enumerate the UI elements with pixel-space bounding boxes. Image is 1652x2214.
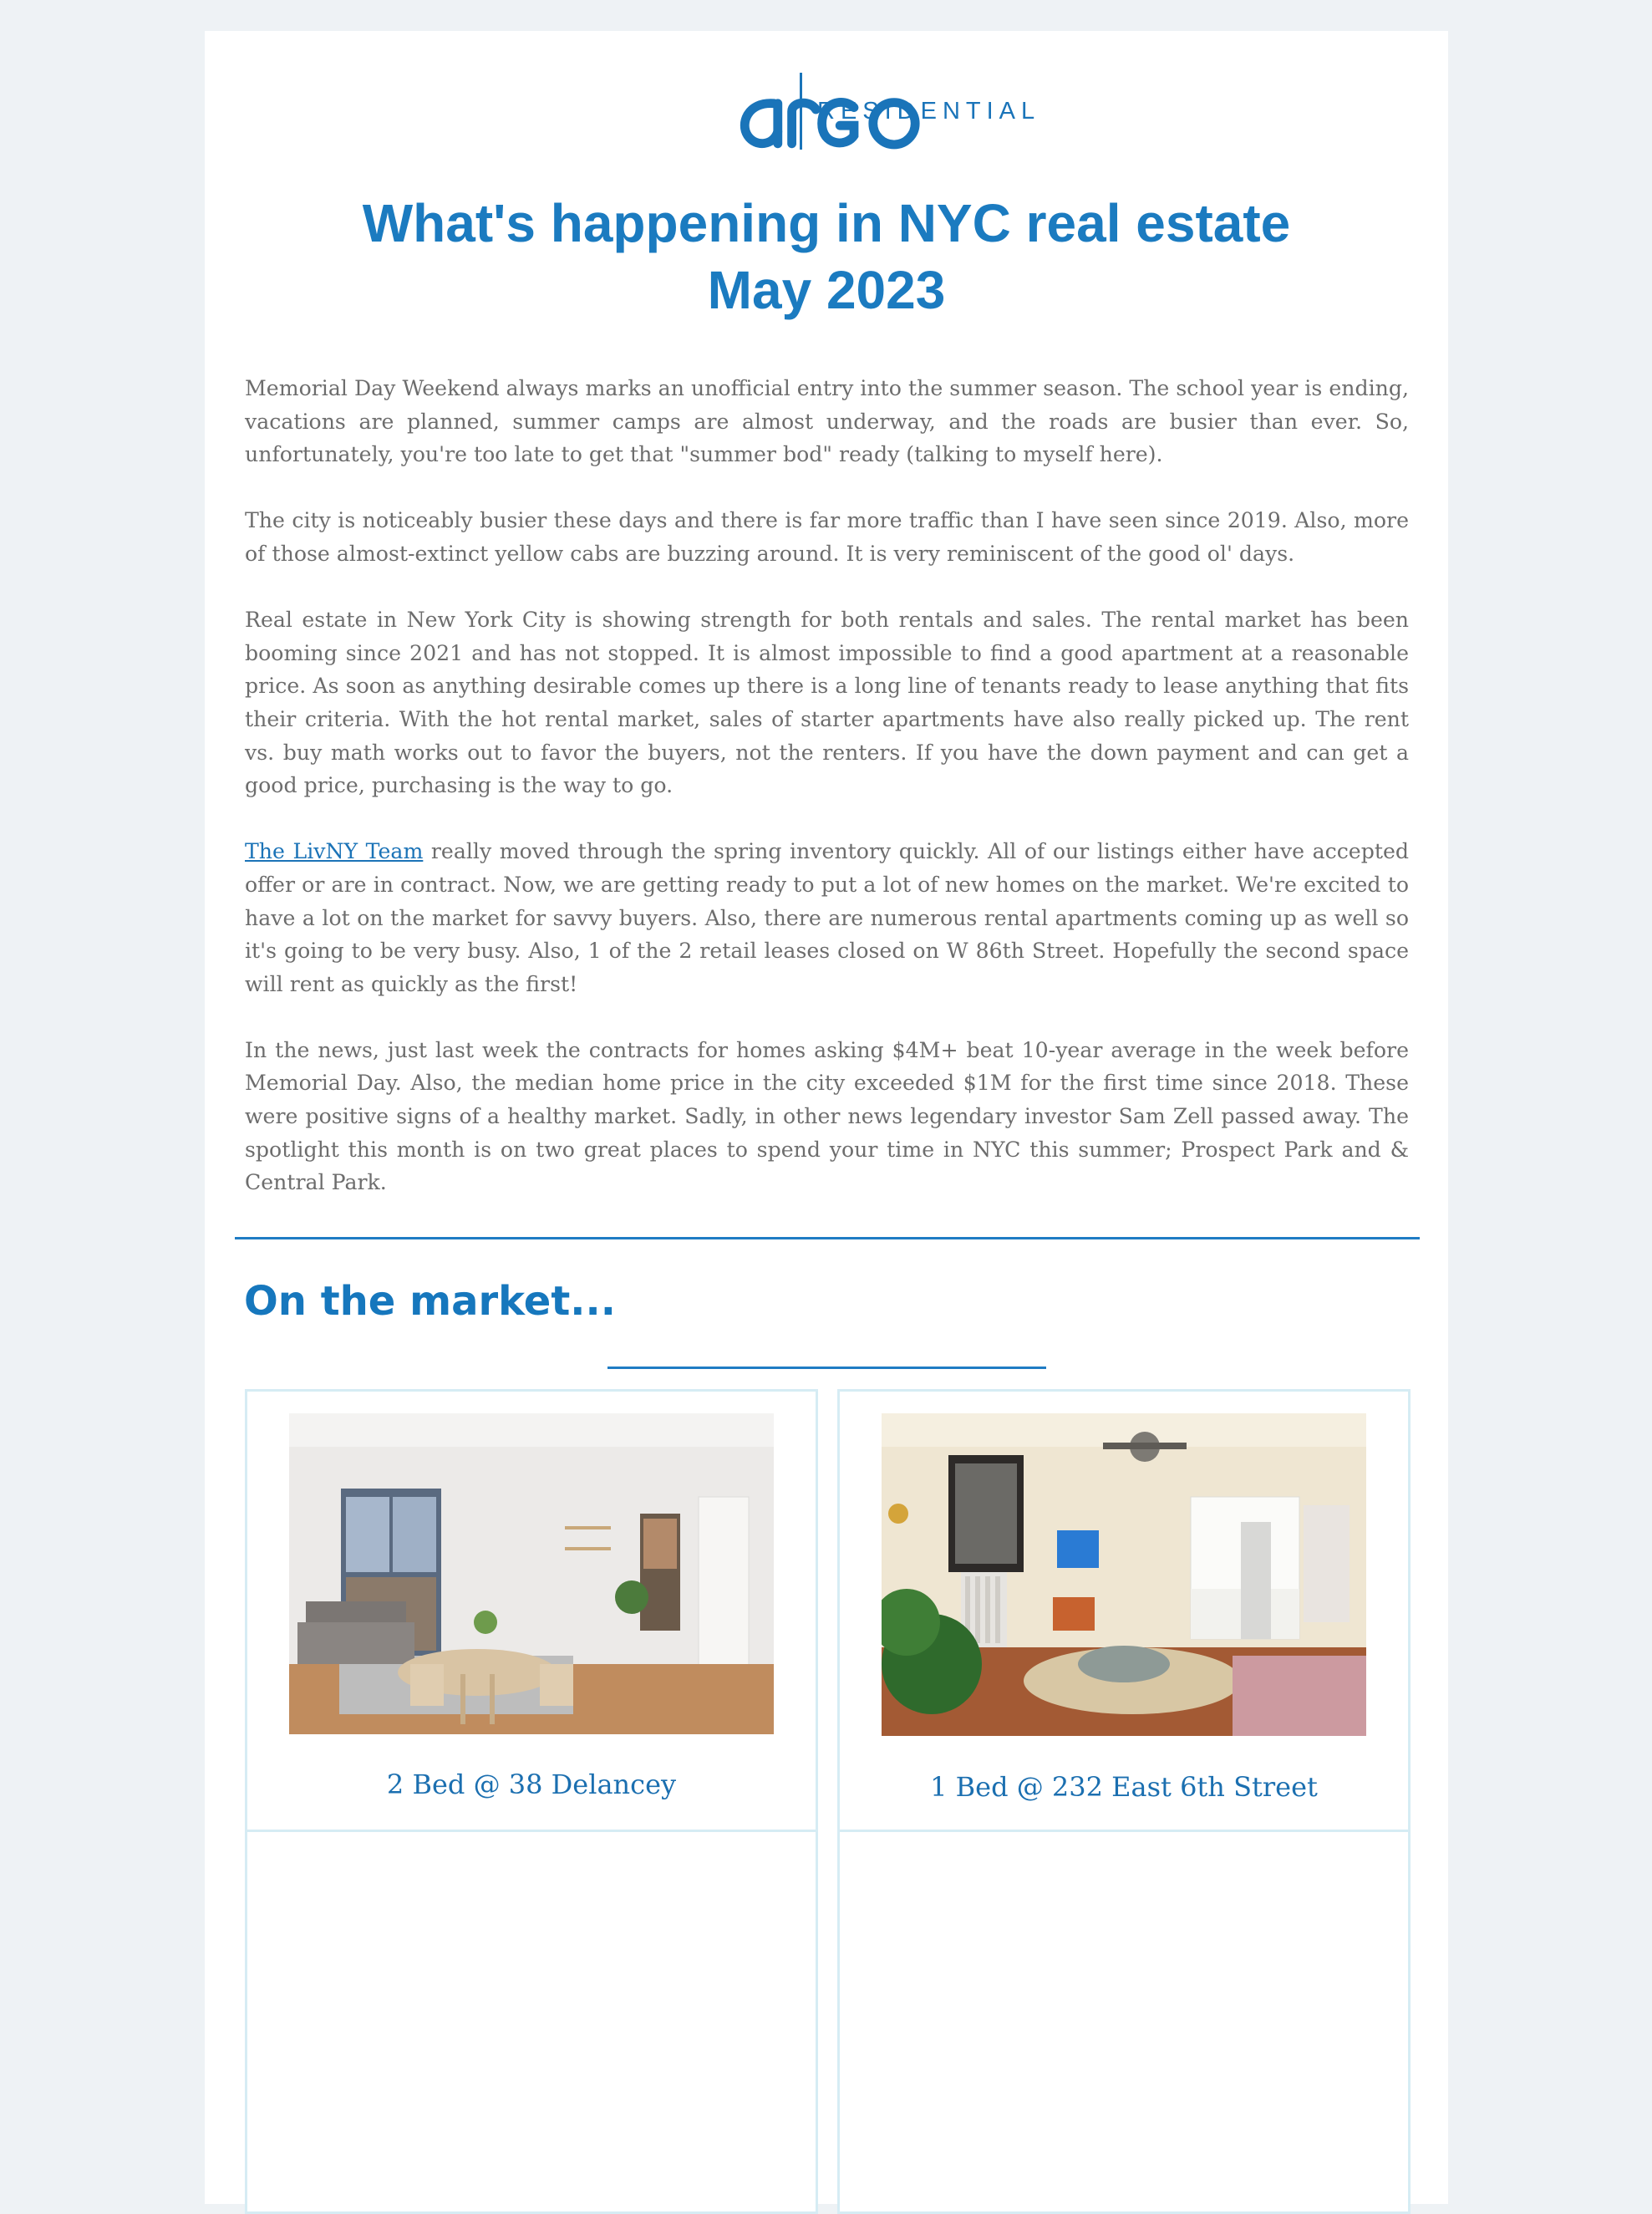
paragraph-4 (245, 835, 1409, 1000)
newsletter-headline (205, 190, 1448, 323)
headline-line-1: What's happening in NYC real estate (362, 193, 1291, 253)
listing-photo-living-room[interactable] (289, 1413, 774, 1734)
logo-divider (800, 73, 802, 150)
logo-subtitle: RESIDENTIAL (817, 98, 1041, 125)
livny-team-link[interactable]: The LivNY Team (245, 839, 424, 864)
paragraph-2: The city is noticeably busier these days and there is far more traffic than I have seen since 2019. Also, more of those almost-extinct yellow cabs are buzzing around. It is very reminiscent of the good ol' days. (245, 508, 1409, 566)
listing-card-232-east-6th[interactable] (837, 1389, 1411, 1832)
listing-caption[interactable]: 1 Bed @ 232 East 6th Street (930, 1771, 1318, 1803)
headline-line-2: May 2023 (707, 260, 946, 320)
argo-wordmark (621, 79, 788, 146)
paragraph-4-text: really moved through the spring inventory quickly. All of our listings either have accepted offer or are in contract. Now, we are getting ready to put a lot of new homes on the market. We're excited to have a lot on the market for savvy buyers. Also, there are numerous rental apartments coming up as well so it's going to be very busy. Also, 1 of the 2 retail leases closed on W 86th Street. Hopefully the second space will rent as quickly as the first! (245, 839, 1409, 996)
section-divider (235, 1237, 1420, 1239)
on-the-market-heading: On the market... (244, 1278, 616, 1325)
argo-residential-logo[interactable] (619, 73, 1045, 153)
newsletter-sheet (205, 31, 1448, 2204)
listing-card-empty-left (245, 1830, 818, 2214)
paragraph-5: In the news, just last week the contracts for homes asking $4M+ beat 10-year average in the week before Memorial Day. Also, the median home price in the city exceeded $1M for the first time since 2018. These were positive signs of a healthy market. Sadly, in other news legendary investor Sam Zell passed away. The spotlight this month is on two great places to spend your time in NYC this summer; Prospect Park and & Central Park. (245, 1037, 1409, 1195)
listing-card-empty-right (837, 1830, 1411, 2214)
listing-card-38-delancey[interactable] (245, 1389, 818, 1832)
section-underline (607, 1367, 1046, 1369)
paragraph-3: Real estate in New York City is showing strength for both rentals and sales. The rental market has been booming since 2021 and has not stopped. It is almost impossible to find a good apartment at a reasonable price. As soon as anything desirable comes up there is a long line of tenants ready to lease anything that fits their criteria. With the hot rental market, sales of starter apartments have also really picked up. The rent vs. buy math works out to favor the buyers, not the renters. If you have the down payment and can get a good price, purchasing is the way to go. (245, 608, 1409, 798)
listing-caption[interactable]: 2 Bed @ 38 Delancey (386, 1769, 677, 1800)
paragraph-1: Memorial Day Weekend always marks an unofficial entry into the summer season. The school year is ending, vacations are planned, summer camps are almost underway, and the roads are busier than ever. So, unfortunately, you're too late to get that "summer bod" ready (talking to myself here). (245, 376, 1409, 467)
newsletter-body (245, 372, 1409, 1232)
listing-photo-studio-interior[interactable] (882, 1413, 1366, 1736)
